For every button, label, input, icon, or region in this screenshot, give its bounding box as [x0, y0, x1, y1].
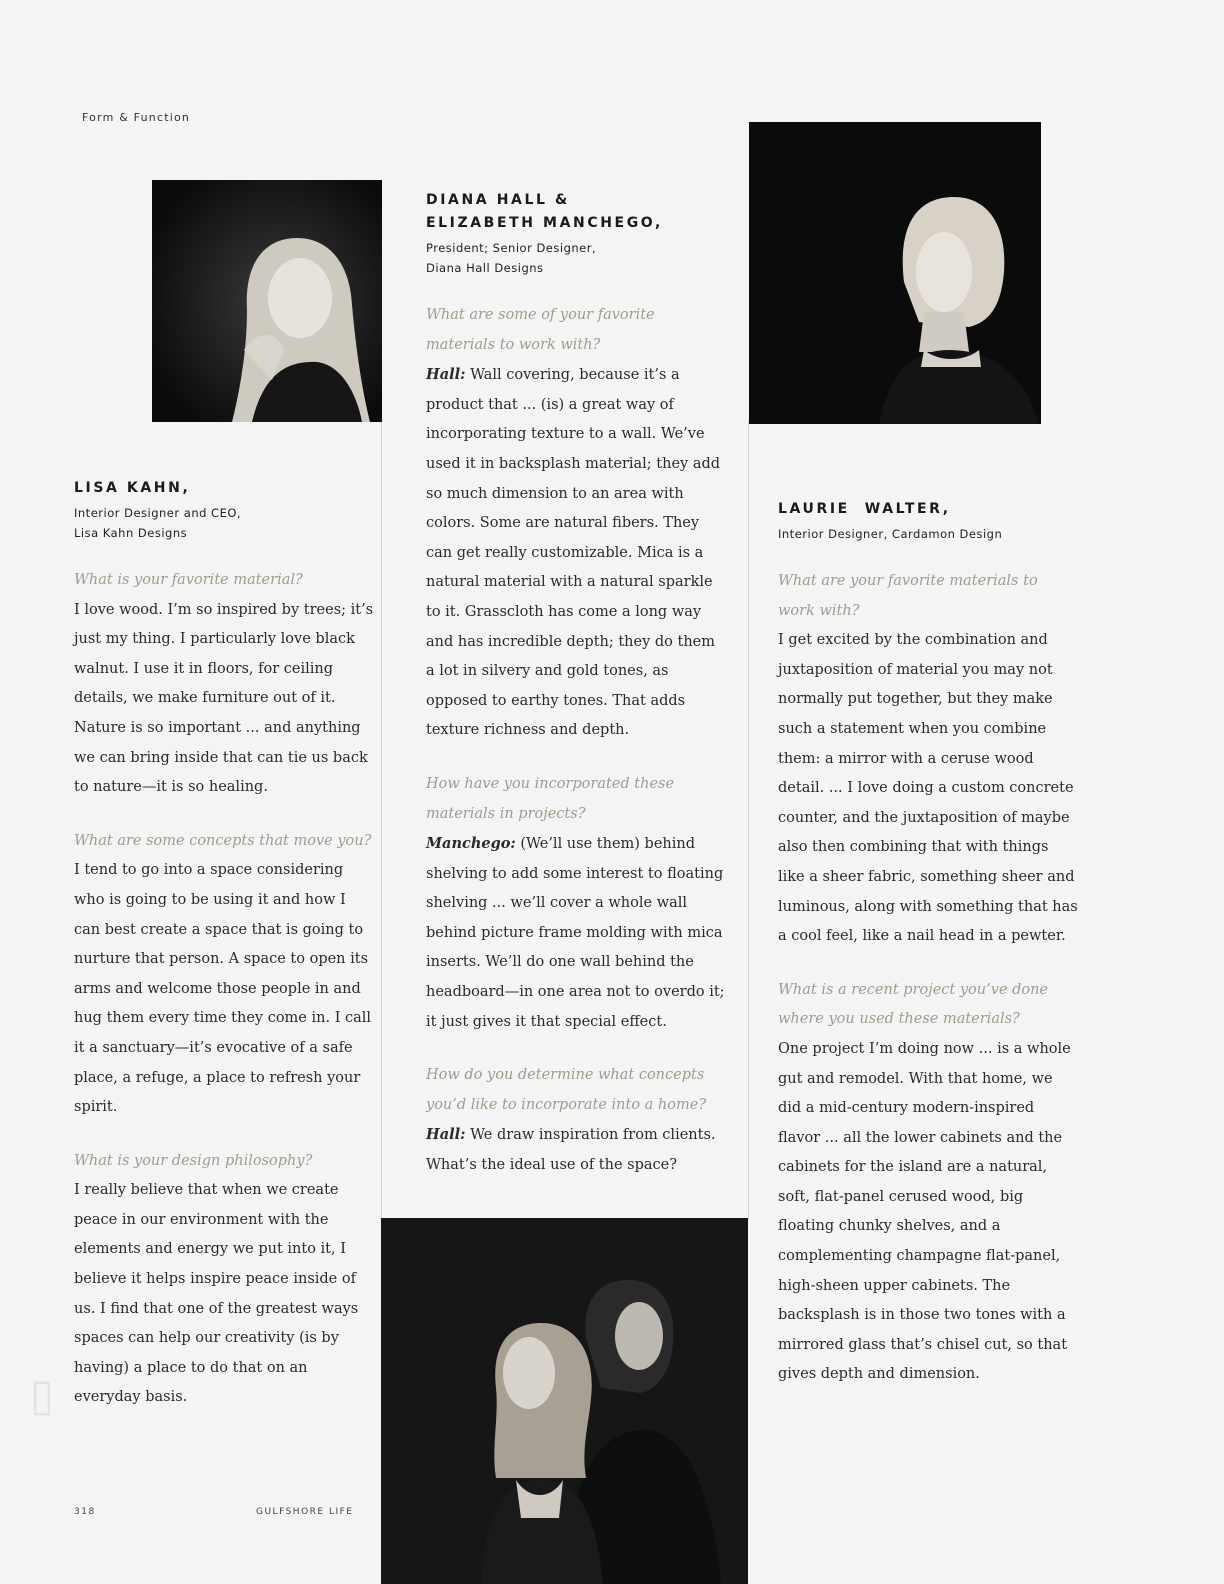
portrait-photo-diana-hall-elizabeth-manchego: [381, 1218, 748, 1584]
interview-question: What are some of your favorite materials to work with?: [426, 307, 655, 353]
interview-question: What is your design philosophy?: [74, 1152, 313, 1169]
portrait-photo-lisa-kahn: [152, 180, 382, 422]
name-line: ELIZABETH MANCHEGO,: [426, 215, 663, 231]
column-divider-left: [381, 420, 382, 1220]
designer-name: LAURIE WALTER,: [778, 501, 951, 517]
interview-answer: One project I’m doing now ... is a whole gut and remodel. With that home, we did a mid-century modern-inspired flavor ... all the lower cabinets and the cabinets for the island are a natural, soft, flat-panel cerused wood, big floating chunky shelves, and a complementing champagne flat-panel, high-sheen upper cabinets. The backsplash is in those two tones with a mirrored glass that’s chisel cut, so that gives depth and dimension.: [778, 1040, 1071, 1383]
answer-text: We draw inspiration from clients. What’s the ideal use of the space?: [426, 1127, 716, 1174]
interview-answer: I really believe that when we create peace in our environment with the elements and energy we put into it, I believe it helps inspire peace inside of us. I find that one of the greatest ways spaces can help our creativity (is by having) a place to do that on an everyday basis.: [74, 1182, 359, 1406]
interview-answer: I tend to go into a space considering who is going to be using it and how I can best create a space that is going to nurture that person. A space to open its arms and welcome those people in and hug them every time they come in. I call it a sanctuary—it’s evocative of a safe place, a refuge, a place to refresh your spirit.: [74, 862, 372, 1116]
speaker-name: Manchego:: [426, 835, 516, 853]
interview-answer: [426, 829, 726, 1037]
interview-question: What is a recent project you’ve done where you used these materials?: [778, 981, 1049, 1028]
column-divider-right: [748, 420, 749, 1220]
designer-role: [74, 503, 374, 543]
role-line: Diana Hall Designs: [426, 261, 544, 275]
page-number: 318: [74, 1507, 96, 1517]
interview-question: What are your favorite materials to work with?: [778, 573, 1038, 619]
column-laurie-walter: [778, 498, 1078, 1390]
role-line: Interior Designer, Cardamon Design: [778, 527, 1003, 541]
column-diana-hall-elizabeth-manchego: [426, 189, 726, 1181]
interview-question: How do you determine what concepts you’d like to incorporate into a home?: [426, 1067, 707, 1113]
role-line: Lisa Kahn Designs: [74, 526, 188, 540]
designer-name: LISA KAHN,: [74, 480, 191, 496]
section-label: Form & Function: [82, 111, 191, 124]
designer-name: [426, 189, 726, 235]
role-line: President; Senior Designer,: [426, 241, 597, 255]
designer-role: [426, 238, 726, 278]
publication-name: GULFSHORE LIFE: [256, 1507, 354, 1517]
interview-answer: [426, 360, 726, 746]
answer-text: Wall covering, because it’s a product that ... (is) a great way of incorporating texture to a wall. We’ve used it in backsplash material; they add so much dimension to an area with colors. Some are natural fibers. They can get really customizable. Mica is a natural material with a natural sparkle to it. Grasscloth has come a long way and has incredible depth; they do them a lot in silvery and gold tones, as opposed to earthy tones. That adds texture richness and depth.: [426, 367, 721, 739]
interview-answer: I get excited by the combination and juxtaposition of material you may not normally put together, but they make such a statement when you combine them: a mirror with a ceruse wood detail. ... I love doing a custom concrete counter, and the juxtaposition of maybe also then combining that with things like a sheer fabric, something sheer and luminous, along with something that has a cool feel, like a nail head in a pewter.: [778, 632, 1078, 945]
name-line: DIANA HALL &: [426, 192, 570, 208]
interview-question: What are some concepts that move you?: [74, 832, 372, 849]
show-through-artifact: ▯: [30, 1370, 59, 1421]
portrait-photo-laurie-walter: [749, 122, 1041, 424]
speaker-name: Hall:: [426, 366, 466, 384]
designer-role: [778, 524, 1078, 544]
interview-answer: I love wood. I’m so inspired by trees; it’s just my thing. I particularly love black walnut. I use it in floors, for ceiling details, we make furniture out of it. Nature is so important ... and anything we can bring inside that can tie us back to nature—it is so healing.: [74, 601, 374, 796]
interview-question: How have you incorporated these materials in projects?: [426, 775, 675, 822]
speaker-name: Hall:: [426, 1126, 466, 1144]
interview-answer: [426, 1120, 726, 1180]
answer-text: (We’ll use them) behind shelving to add some interest to floating shelving ... we’ll cover a whole wall behind picture frame molding with mica inserts. We’ll do one wall behind the headboard—in one area not to overdo it; it just gives it that special effect.: [426, 836, 725, 1030]
role-line: Interior Designer and CEO,: [74, 506, 242, 520]
column-lisa-kahn: [74, 477, 374, 1413]
interview-question: What is your favorite material?: [74, 572, 303, 588]
